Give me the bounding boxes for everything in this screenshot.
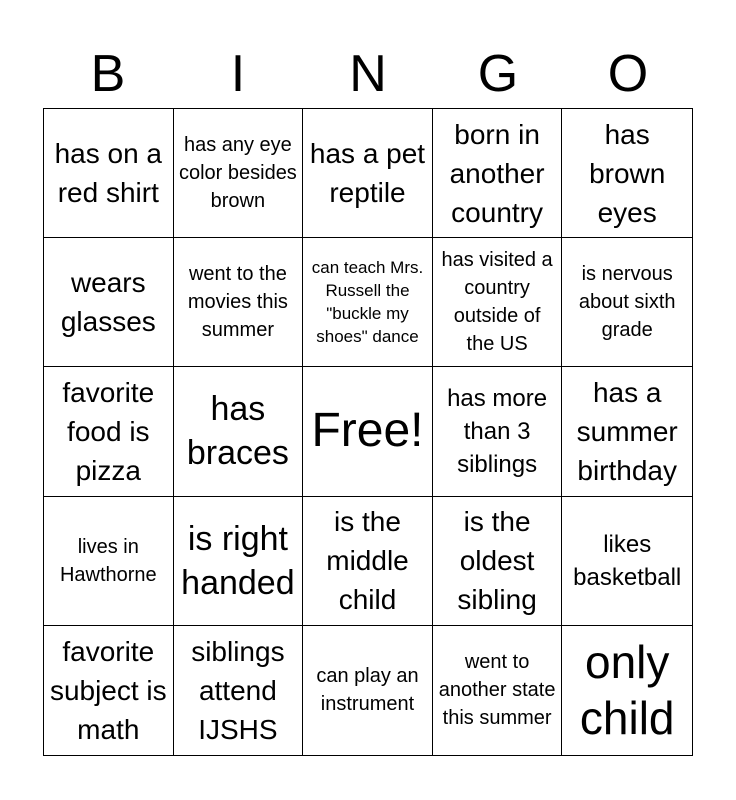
bingo-cell-g3[interactable]: has more than 3 siblings [433,367,563,496]
bingo-cell-o4[interactable]: likes basketball [562,497,692,626]
header-letter-g: G [477,45,519,103]
bingo-cell-n1[interactable]: has a pet reptile [303,109,433,238]
bingo-cell-i5[interactable]: siblings attend IJSHS [174,626,304,755]
header-letter-n: N [349,45,387,103]
bingo-cell-g4[interactable]: is the oldest sibling [433,497,563,626]
bingo-cell-b5[interactable]: favorite subject is math [44,626,174,755]
bingo-cell-g2[interactable]: has visited a country outside of the US [433,238,563,367]
bingo-cell-i1[interactable]: has any eye color besides brown [174,109,304,238]
bingo-cell-n5[interactable]: can play an instrument [303,626,433,755]
bingo-cell-o2[interactable]: is nervous about sixth grade [562,238,692,367]
bingo-cell-g5[interactable]: went to another state this summer [433,626,563,755]
bingo-cell-i4[interactable]: is right handed [174,497,304,626]
bingo-board [43,108,693,756]
bingo-header [43,40,693,108]
header-letter-b: B [90,45,126,103]
bingo-cell-i2[interactable]: went to the movies this summer [174,238,304,367]
bingo-cell-o5[interactable]: only child [579,636,675,745]
bingo-cell-n4[interactable]: is the middle child [303,497,433,626]
bingo-cell-n2[interactable]: can teach Mrs. Russell the "buckle my shoes" dance [303,238,433,367]
bingo-cell-b2[interactable]: wears glasses [44,238,174,367]
header-letter-i: I [230,45,246,103]
bingo-cell-b1[interactable]: has on a red shirt [44,109,174,238]
bingo-cell-b4[interactable]: lives in Hawthorne [44,497,174,626]
header-letter-o: O [607,45,649,103]
bingo-cell-i3[interactable]: has braces [174,367,304,496]
bingo-cell-g1[interactable]: born in another country [433,109,563,238]
bingo-cell-free[interactable]: Free! [303,367,433,496]
bingo-cell-b3[interactable]: favorite food is pizza [44,367,174,496]
bingo-cell-o1[interactable]: has brown eyes [562,109,692,238]
bingo-cell-o3[interactable]: has a summer birthday [562,367,692,496]
